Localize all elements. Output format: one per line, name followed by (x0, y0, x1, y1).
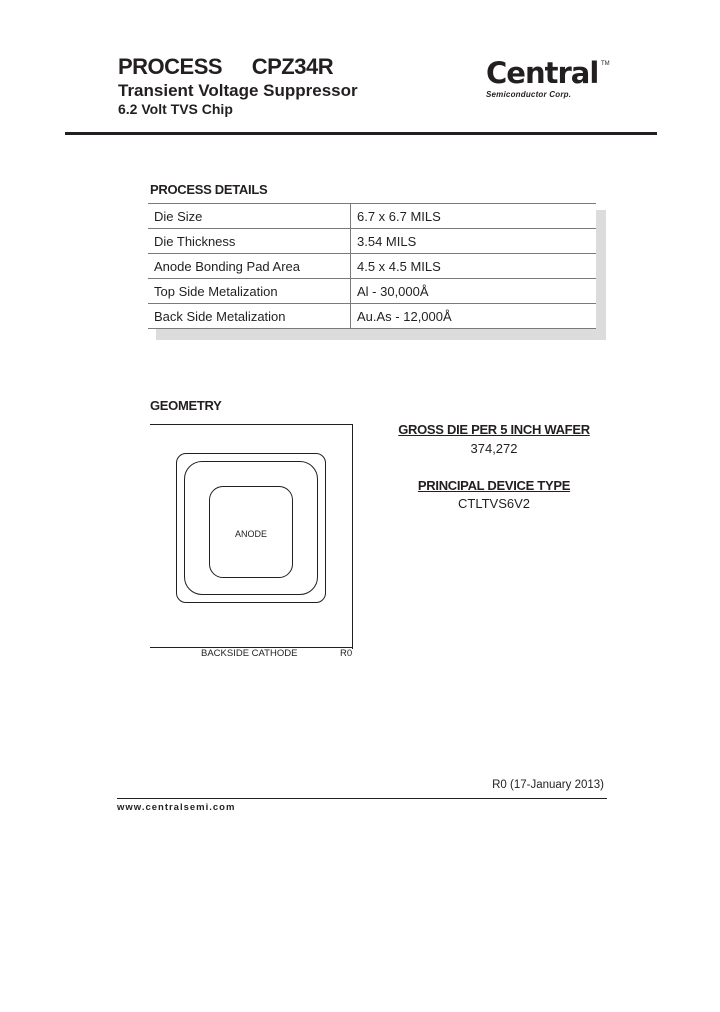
table-row (148, 204, 596, 229)
device-type-value: CTLTVS6V2 (457, 496, 530, 511)
logo-wordmark: Central (486, 56, 599, 90)
row-value: 6.7 x 6.7 MILS (351, 204, 597, 229)
logo-tagline: Semiconductor Corp. (486, 90, 572, 99)
website-link[interactable]: www.centralsemi.com (117, 802, 236, 813)
process-details-heading: PROCESS DETAILS (150, 182, 268, 197)
table-row (148, 304, 596, 329)
gross-die-heading: GROSS DIE PER 5 INCH WAFER (398, 422, 590, 437)
process-code: CPZ34R (251, 54, 334, 79)
process-label: PROCESS (118, 54, 223, 79)
device-type-heading: PRINCIPAL DEVICE TYPE (417, 478, 571, 493)
document-title (118, 54, 333, 80)
table-row (148, 279, 596, 304)
anode-label: ANODE (234, 529, 267, 539)
row-value: 3.54 MILS (351, 229, 597, 254)
header-divider (65, 132, 657, 135)
row-value: Au.As - 12,000Å (351, 304, 597, 329)
logo-trademark: TM (601, 61, 610, 67)
cathode-label: BACKSIDE CATHODE (201, 648, 298, 659)
document-subtitle: Transient Voltage Suppressor (118, 81, 358, 100)
geometry-heading: GEOMETRY (150, 398, 222, 413)
process-details-table (148, 203, 596, 329)
row-value: 4.5 x 4.5 MILS (351, 254, 597, 279)
row-value: Al - 30,000Å (351, 279, 597, 304)
table-row (148, 254, 596, 279)
gross-die-value: 374,272 (470, 441, 518, 456)
geometry-revision: R0 (340, 648, 353, 659)
row-label: Top Side Metalization (148, 279, 351, 304)
row-label: Die Thickness (148, 229, 351, 254)
footer-divider (117, 798, 607, 799)
table-row (148, 229, 596, 254)
revision-date: R0 (17-January 2013) (492, 779, 604, 791)
document-subtitle-secondary: 6.2 Volt TVS Chip (118, 101, 233, 117)
row-label: Back Side Metalization (148, 304, 351, 329)
row-label: Anode Bonding Pad Area (148, 254, 351, 279)
company-logo (480, 56, 610, 104)
row-label: Die Size (148, 204, 351, 229)
